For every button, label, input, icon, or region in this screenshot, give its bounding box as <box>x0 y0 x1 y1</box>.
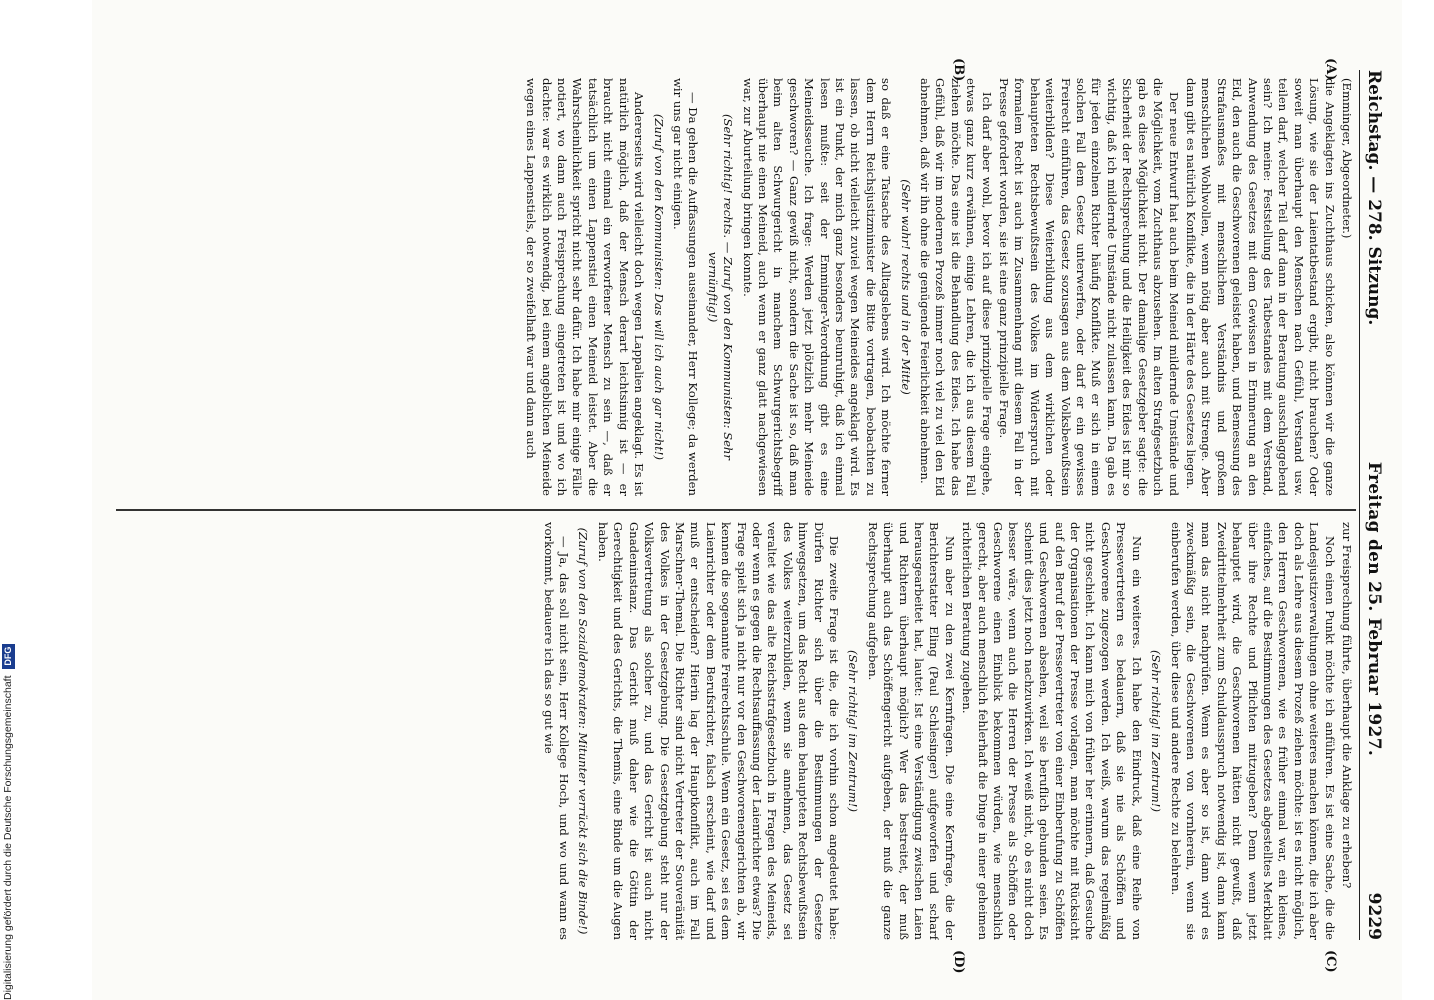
paragraph: Noch einen Punkt möchte ich anführen. Es ist eine Sache, die die Landesjustizverwaltungen ohne weiteres machen können, die ich aber doch als Lehre aus diesem Prozeß ziehen möchte: ist es nicht möglich, den Herren Geschworenen, wie es früher einmal war, ein kleines, einfaches, auf die Bestimmungen des Gesetzes abgestelltes Merkblatt über ihre Rechte und Pflichten mitzugeben? Denn wenn jetzt behauptet wird, die Geschworenen hätten nicht gewußt, daß Zweidrittelmehrheit zum Schuldausspruch notwendig ist, dann kann man das nicht nachprüfen. Wenn es aber so ist, dann wird es zweckmäßig sein, die Geschworenen von vornherein, wenn sie einberufen werden, über diese und andere Rechte zu belehren. <box>1168 522 1337 940</box>
left-text-column <box>114 78 1354 496</box>
paragraph: zur Freisprechung führte, überhaupt die Anklage zu erheben? <box>1340 522 1354 889</box>
footer-credit: Digitalisierung gefördert durch die Deutsche Forschungsgemeinschaft <box>2 675 14 1000</box>
paragraph: Der neue Entwurf hat auch beim Meineid mildernde Umstände und die Möglichkeit, vom Zuchthaus abzusehen. Im alten Strafgesetzbuch gab es diese Möglichkeit nicht. Der damalige Gesetzgeber sagte: die Sicherheit der Rechtsprechung und die Heiligkeit des Eides ist mir so wichtig, daß ich mildernde Umstände nicht zulassen kann. Da gab es für jeden einzelnen Richter häufig Konflikte. Muß er sich in einem solchen Fall dem Gesetz unterwerfen, oder darf er ein gewisses Freirecht einführen, das Gesetz sozusagen aus dem Volksbewußtsein weiterbilden? Diese Weiterbildung aus dem wirklichen oder behaupteten Rechtsbewußtsein des Volkes im Widerspruch mit formalem Recht ist auch im Zusammenhang mit diesem Fall in der Presse gefordert worden, sie ist eine ganz prinzipielle Frage. <box>997 78 1181 496</box>
page-number: 9229 <box>1364 892 1384 940</box>
header-title: Reichstag. — 278. Sitzung. <box>1364 70 1384 326</box>
dfg-logo: DFG <box>2 644 15 669</box>
margin-mark-c: (C) <box>1323 950 1338 973</box>
page-header <box>1359 70 1388 940</box>
digitization-footer <box>0 0 18 1000</box>
document-page <box>92 0 1402 1000</box>
interjection: (Zuruf von den Kommunisten: Das will ich auch gar nicht!) <box>651 113 666 461</box>
margin-mark-b: (B) <box>951 58 966 82</box>
footer-text <box>0 0 16 1000</box>
interjection: (Sehr richtig! im Zentrum!) <box>846 650 861 812</box>
paragraph: Ich darf aber wohl, bevor ich auf diese prinzipielle Frage eingehe, etwas ganz kurz erwähnen, einige Lehren, die ich aus diesem Fall ziehen möchte. Das eine ist die Behandlung des Eides. Ich habe das Gefühl, daß wir im modernen Prozeß immer noch viel zu viel den Eid abnehmen, daß wir ihn ohne die genügende Feierlichkeit abnehmen. <box>918 78 994 496</box>
paragraph: — Ja, das soll nicht sein, Herr Kollege Hoch, und wo und wann es vorkommt, bedauere ich das so gut wie <box>541 522 572 940</box>
paragraph: — Da gehen die Auffassungen auseinander, Herr Kollege; da werden wir uns gar nicht einigen. <box>670 78 701 496</box>
paragraph: Die zweite Frage ist die, die ich vorhin schon angedeutet habe: Dürfen Richter sich über die Bestimmungen der Gesetze hinwegsetzen, um das Recht aus dem behaupteten Rechtsbewußtsein des Volkes weiterzubilden, wenn sie annehmen, das Gesetz sei veraltet wie das alte Reichsstrafgesetzbuch in Fragen des Meineids, oder wenn es gegen die Rechtsauffassung der Laienrichter etwas? Die Frage spielt sich ja nicht nur vor den Geschworenengerichten ab, wir kennen die sogenannte Freirechtsschule. Wenn ein Gesetz, sei es dem Laienrichter oder dem Berufsrichter, falsch erscheint, wie darf und muß er entscheiden? Hierin lag der Hauptkonflikt, auch im Fall Marschner-Themal. Die Richter sind nicht Vertreter der Souveränität des Volkes in der Gesetzgebung. Die Gesetzgebung steht nur der Volksvertretung als solcher zu, und das Gericht ist auch nicht Gnadeninstanz. Das Gericht muß daher wie die Göttin der Gerechtigkeit und des Gerichts, die Themis, eine Binde um die Augen haben. <box>595 522 841 940</box>
margin-mark-a: (A) <box>1323 58 1338 81</box>
interjection: (Sehr richtig! rechts. — Zuruf von den Kommunisten: Sehr vernünftig!) <box>705 114 736 460</box>
column-divider <box>116 509 1356 511</box>
interjection: (Sehr wahr! rechts und in der Mitte) <box>898 179 913 395</box>
paragraph: Nun aber zu den zwei Kernfragen. Die eine Kernfrage, die der Berichterstatter Eling (Paul Schlesinger) aufgeworfen und scharf herausgearbeitet hat, lautet: Ist eine Verständigung zwischen Laien und Richtern überhaupt möglich? Wer das bestreitet, der muß überhaupt auch das Schöffengericht aufgeben, der muß die ganze Rechtsprechung aufgeben. <box>865 522 957 940</box>
paragraph: die Angeklagten ins Zuchthaus schicken, also können wir die ganze Lösung, wie sie der Laientatbestand ergibt, nicht brauchen? Oder soweit man überhaupt den Menschen nach Gefühl, Verstand usw. teilen darf, welcher Teil darf dann in der Beratung ausschlaggebend sein? Ich meine: Feststellung des Tatbestandes mit dem Verstand, Anwendung des Gesetzes mit dem Gewissen in Erinnerung an den Eid, den auch die Geschworenen geleistet haben, und Bemessung des Strafausmaßes mit menschlichem Verständnis und großem menschlichen Wohlwollen, wenn nötig aber auch mit Strenge. Aber dann gibt es natürlich Konflikte, die in der Härte des Gesetzes liegen. <box>1183 78 1337 496</box>
header-date: Freitag den 25. Februar 1927. <box>1364 461 1384 757</box>
paragraph: so daß er eine Tatsache des Alltagslebens wird. Ich möchte ferner dem Herrn Reichsjustizminister die Bitte vortragen, beobachten zu lassen, ob nicht vielleicht zuviel wegen Meineides angeklagt wird. Es ist ein Punkt, der mich ganz besonders beunruhigt, daß ich einmal lesen mußte: seit der Emminger-Verordnung gibt es eine Meineidsseuche. Ich frage: Werden jetzt plötzlich mehr Meineide geschworen? — Ganz gewiß nicht, sondern die Sache ist so, daß man beim alten Schwurgericht in manchem Schwurgerichtsbegriff überhaupt nie einen Meineid, auch wenn er ganz glatt nachgewiesen war, zur Aburteilung bringen konnte. <box>740 78 894 496</box>
interjection: (Sehr richtig! im Zentrum!) <box>1149 650 1164 812</box>
paragraph: Nun ein weiteres. Ich habe den Eindruck, daß eine Reihe von Pressevertretern es bedauern, daß sie nie als Schöffen und Geschworene zugezogen werden. Ich weiß, warum das regelmäßig nicht geschieht. Ich kann mich von früher her erinnern, daß Gesuche der Organisationen der Presse vorlagen, man möchte mit Rücksicht auf den Beruf der Pressevertreter von einer Einberufung zu Schöffen und Geschworenen absehen, weil sie beruflich gebunden seien. Es scheint dies jetzt noch nachzuwirken. Ich weiß nicht, ob es nicht doch besser wäre, wenn auch die Herren der Presse als Schöffen oder Geschworene einen Einblick bekommen würden, wie menschlich gerecht, aber auch menschlich fehlerhaft die Dinge in einer geheimen richterlichen Beratung zugehen. <box>960 522 1144 940</box>
interjection: (Zuruf von den Sozialdemokraten: Mitunter verrückt sich die Binde!) <box>576 527 591 935</box>
paragraph: Andererseits wird vielleicht doch wegen Lappalien angeklagt. Es ist natürlich möglich, daß der Mensch derart leichtsinnig ist — er braucht nicht einmal ein verworfener Mensch zu sein —, daß er tatsächlich um einen Lappenstiel einen Meineid leistet. Aber die Wahrscheinlichkeit spricht nicht sehr dafür. Ich habe mir einige Fälle notiert, wo dann auch Freisprechung eingetreten ist und wo ich dachte: war es wirklich notwendig, bei einem angeblichen Meineide wegen eines Lappenstiels, der so zweifelhaft war und dann auch <box>524 78 647 496</box>
paragraph: (Emminger, Abgeordneter.) <box>1340 78 1354 239</box>
margin-mark-d: (D) <box>951 950 966 974</box>
right-text-column <box>114 522 1354 940</box>
